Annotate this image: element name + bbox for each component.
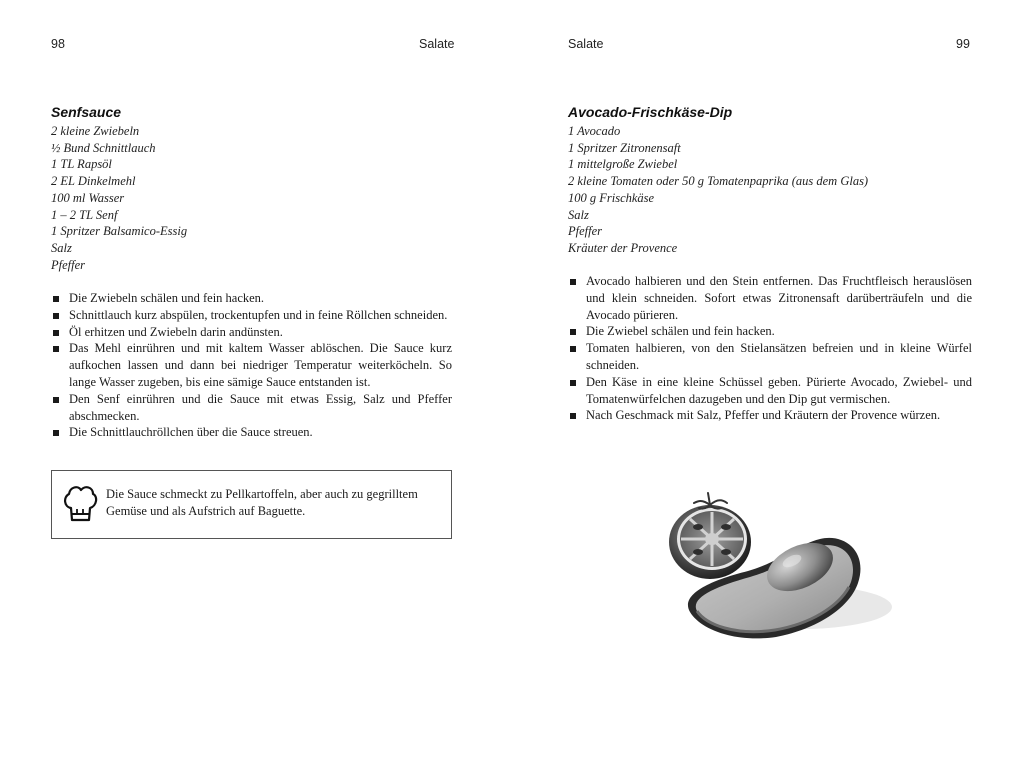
bullet-icon (570, 279, 576, 285)
ingredient-item: Salz (568, 207, 589, 222)
bullet-icon (570, 329, 576, 335)
chef-hat-icon (62, 483, 98, 527)
bullet-icon (53, 296, 59, 302)
instruction-text: Öl erhitzen und Zwiebeln darin andünsten. (69, 324, 283, 339)
ingredient-item: 2 kleine Zwiebeln (51, 124, 140, 138)
instruction-text: Den Senf einrühren und die Sauce mit etwas Essig, Salz und Pfeffer abschmecken. (69, 391, 452, 423)
ingredient-item: 1 – 2 TL Senf (51, 207, 118, 222)
ingredient-item: Kräuter der Provence (568, 240, 678, 255)
ingredient-item: 1 TL Rapsöl (51, 157, 112, 172)
ingredient-item: ½ Bund Schnittlauch (51, 140, 156, 155)
instruction-step (568, 340, 972, 374)
instruction-list (51, 290, 452, 441)
right-page (510, 0, 1020, 765)
bullet-icon (53, 430, 59, 436)
ingredient-item: 2 EL Dinkelmehl (51, 174, 136, 189)
instruction-step (51, 424, 452, 441)
instruction-text: Den Käse in eine kleine Schüssel geben. Pürierte Avocado, Zwiebel- und Tomatenwürfelchen dazugeben und den Dip gut vermischen. (586, 374, 972, 406)
instruction-step (51, 340, 452, 390)
instruction-text: Tomaten halbieren, von den Stielansätzen befreien und in kleine Würfel schneiden. (586, 341, 972, 372)
instruction-text: Avocado halbieren und den Stein entfernen. Das Fruchtfleisch herauslösen und klein schneiden. Sofort etwas Zitronensaft darüberträufeln und die Avocado pürieren. (586, 274, 972, 322)
instruction-step (51, 391, 452, 425)
instruction-text: Nach Geschmack mit Salz, Pfeffer und Kräutern der Provence würzen. (586, 408, 941, 423)
recipe-title: Senfsauce (51, 104, 122, 120)
instruction-text: Die Schnittlauchröllchen über die Sauce streuen. (69, 425, 313, 440)
ingredient-item: 1 Avocado (568, 124, 621, 138)
ingredient-item: 1 mittelgroße Zwiebel (568, 157, 678, 172)
ingredient-list (568, 123, 868, 257)
bullet-icon (570, 346, 576, 352)
instruction-step (568, 407, 972, 424)
tip-box (51, 470, 452, 539)
bullet-icon (53, 397, 59, 403)
running-header: Salate (419, 37, 455, 51)
running-header: Salate (568, 37, 604, 51)
ingredient-item: 100 ml Wasser (51, 190, 125, 205)
instruction-step (568, 374, 972, 408)
tomato-avocado-illustration (650, 487, 895, 647)
instruction-step (51, 307, 452, 324)
bullet-icon (570, 413, 576, 419)
instruction-step (51, 324, 452, 341)
ingredient-item: 1 Spritzer Balsamico-Essig (51, 224, 188, 239)
instruction-step (568, 323, 972, 340)
bullet-icon (53, 330, 59, 336)
instruction-text: Die Zwiebel schälen und fein hacken. (586, 324, 775, 339)
instruction-step (51, 290, 452, 307)
ingredient-item: 1 Spritzer Zitronensaft (568, 140, 681, 155)
ingredient-list (51, 123, 187, 273)
bullet-icon (53, 313, 59, 319)
ingredient-item: 100 g Frischkäse (568, 190, 655, 205)
ingredient-item: 2 kleine Tomaten oder 50 g Tomatenpaprika (aus dem Glas) (568, 174, 869, 189)
instruction-text: Schnittlauch kurz abspülen, trockentupfen und in feine Röllchen schneiden. (69, 307, 448, 322)
instruction-step (568, 273, 972, 323)
bullet-icon (570, 380, 576, 386)
page-number: 99 (956, 37, 970, 51)
instruction-list (568, 273, 972, 424)
instruction-text: Das Mehl einrühren und mit kaltem Wasser ablöschen. Die Sauce kurz aufkochen lassen und dann bei niedriger Temperatur weiterköcheln. So lange Wasser zugeben, bis eine sämige Sauce entstanden ist. (69, 341, 452, 389)
tomato-half (669, 493, 751, 579)
ingredient-item: Pfeffer (51, 257, 86, 272)
recipe-title: Avocado-Frischkäse-Dip (568, 104, 733, 120)
page-number: 98 (51, 37, 65, 51)
instruction-text: Die Zwiebeln schälen und fein hacken. (69, 291, 265, 305)
bullet-icon (53, 346, 59, 352)
ingredient-item: Salz (51, 240, 72, 255)
ingredient-item: Pfeffer (568, 224, 603, 239)
tip-text: Die Sauce schmeckt zu Pellkartoffeln, aber auch zu gegrilltem Gemüse und als Aufstrich auf Baguette. (106, 487, 418, 518)
